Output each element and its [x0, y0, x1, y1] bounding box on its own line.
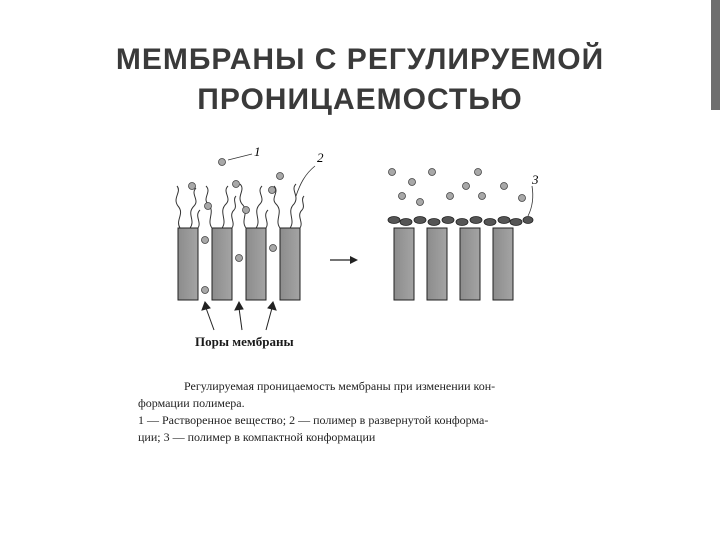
solute-particles-left: [189, 159, 284, 294]
solute-particle: [463, 183, 470, 190]
membrane-pores-label: Поры мембраны: [195, 334, 294, 349]
membrane-wall: [493, 228, 513, 300]
label-2: 2: [317, 150, 324, 165]
side-accent-bar: [711, 0, 720, 110]
label-3: 3: [532, 172, 539, 187]
solute-particle: [277, 173, 284, 180]
label-1: 1: [254, 144, 261, 159]
solute-particle: [519, 195, 526, 202]
title-line-2: ПРОНИЦАЕМОСТЬЮ: [197, 83, 523, 116]
figure-caption: [138, 378, 578, 446]
solute-particle: [389, 169, 396, 176]
left-membrane: [178, 228, 300, 300]
membrane-wall: [394, 228, 414, 300]
transition-arrow: [330, 256, 358, 264]
title-line-1: МЕМБРАНЫ С РЕГУЛИРУЕМОЙ: [115, 43, 605, 76]
solute-particle: [205, 203, 212, 210]
solute-particle: [417, 199, 424, 206]
membrane-wall: [427, 228, 447, 300]
solute-particle: [475, 169, 482, 176]
solute-particle: [447, 193, 454, 200]
solute-particle: [189, 183, 196, 190]
solute-particle: [202, 237, 209, 244]
caption-line-2: формации полимера.: [138, 396, 245, 410]
solute-particle: [399, 193, 406, 200]
caption-line-4: ции; 3 — полимер в компактной конформации: [138, 430, 376, 444]
slide-title: [40, 40, 680, 120]
solute-particle: [269, 187, 276, 194]
solute-particle: [409, 179, 416, 186]
membrane-wall: [212, 228, 232, 300]
solute-particle: [202, 287, 209, 294]
solute-particle: [236, 255, 243, 262]
solute-particle: [233, 181, 240, 188]
membrane-wall: [246, 228, 266, 300]
solute-particle: [243, 207, 250, 214]
membrane-wall: [178, 228, 198, 300]
extended-polymer-chains: [176, 184, 304, 228]
solute-particles-right: [389, 169, 526, 206]
membrane-wall: [460, 228, 480, 300]
solute-particle: [429, 169, 436, 176]
caption-line-1: Регулируемая проницаемость мембраны при изменении кон-: [184, 379, 496, 393]
membrane-diagram: [150, 140, 570, 340]
solute-particle: [479, 193, 486, 200]
solute-particle: [219, 159, 226, 166]
solute-particle: [270, 245, 277, 252]
right-membrane: [394, 228, 513, 300]
pore-arrows: [202, 302, 276, 330]
solute-particle: [501, 183, 508, 190]
compact-polymer-layer: [388, 217, 533, 226]
caption-line-3: 1 — Растворенное вещество; 2 — полимер в развернутой конформа-: [138, 413, 489, 427]
membrane-wall: [280, 228, 300, 300]
